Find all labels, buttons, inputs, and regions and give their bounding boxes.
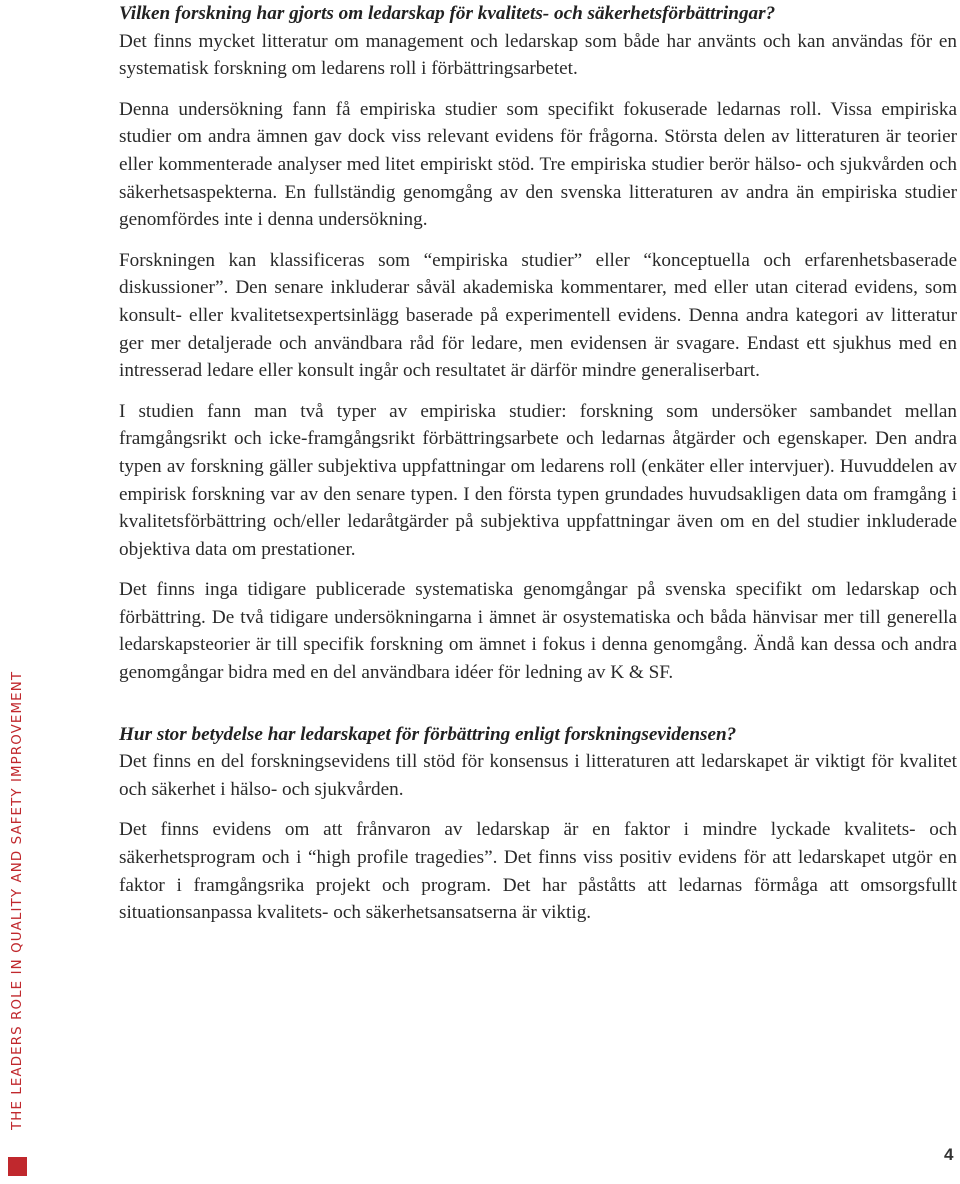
running-section-label: THE LEADERS ROLE IN QUALITY AND SAFETY IMPROVEMENT xyxy=(10,670,25,1130)
paragraph: Det finns inga tidigare publicerade systematiska genomgångar på svenska specifikt om ledarskap och förbättring. De två tidigare undersökningarna i ämnet är osystematiska och båda hänvisar mer till generella ledarskapsteorier är till specifik forskning om ämnet i fokus i denna genomgång. Ändå kan dessa och andra genomgångar bidra med en del användbara idéer för ledning av K & SF. xyxy=(119,579,957,684)
section-marker xyxy=(8,1157,27,1176)
paragraph: Det finns evidens om att frånvaron av ledarskap är en faktor i mindre lyckade kvalitets- och säkerhetsprogram och i “high profile tragedies”. Det finns viss positiv evidens för att ledarskapet utgör en faktor i framgångsrika projekt och program. Det har påståtts att ledarnas förmåga att omsorgsfullt situationsanpassa kvalitets- och säkerhetsansatserna är viktig. xyxy=(119,819,957,924)
paragraph: Denna undersökning fann få empiriska studier som specifikt fokuserade ledarnas roll. Vissa empiriska studier om andra ämnen gav dock viss relevant evidens för frågorna. Största delen av litteraturen är teorier eller kommenterade analyser med litet empiriskt stöd. Tre empiriska studier berör hälso- och sjukvården och säkerhetsaspekterna. En fullständig genomgång av den svenska litteraturen av andra än empiriska studier genomfördes inte i denna undersökning. xyxy=(119,98,957,231)
page-number: 4 xyxy=(944,1145,954,1164)
main-text xyxy=(119,0,957,927)
paragraph: Forskningen kan klassificeras som “empiriska studier” eller “konceptuella och erfarenhetsbaserade diskussioner”. Den senare inkluderar såväl akademiska kommentarer, med eller utan citerad evidens, som konsult- eller kvalitetsexpertsinlägg baserade på experimentell evidens. Denna andra kategori av litteratur ger mer detaljerade och användbara råd för ledare, men evidensen är svagare. Endast ett sjukhus med en intresserad ledare eller konsult ingår och resultatet är därför mindre generaliserbart. xyxy=(119,249,957,382)
section-heading-importance: Hur stor betydelse har ledarskapet för förbättring enligt forskningsevidensen? xyxy=(119,723,737,745)
paragraph: I studien fann man två typer av empiriska studier: forskning som undersöker sambandet mellan framgångsrikt och icke-framgångsrikt förbättringsarbete och ledarnas åtgärder och egenskaper. Den andra typen av forskning gäller subjektiva uppfattningar om ledarens roll (enkäter eller intervjuer). Huvuddelen av empirisk forskning var av den senare typen. I den första typen grundades huvudsakligen data om framgång i kvalitetsförbättring och/eller ledaråtgärder på subjektiva uppfattningar även om en del studier inkluderade objektiva data om prestationer. xyxy=(119,400,957,560)
paragraph: Det finns en del forskningsevidens till stöd för konsensus i litteraturen att ledarskapet är viktigt för kvalitet och säkerhet i hälso- och sjukvården. xyxy=(119,751,957,800)
section-heading-research: Vilken forskning har gjorts om ledarskap för kvalitets- och säkerhetsförbättringar? xyxy=(119,3,776,24)
paragraph: Det finns mycket litteratur om management och ledarskap som både har använts och kan användas för en systematisk forskning om ledarens roll i förbättringsarbetet. xyxy=(119,30,957,80)
